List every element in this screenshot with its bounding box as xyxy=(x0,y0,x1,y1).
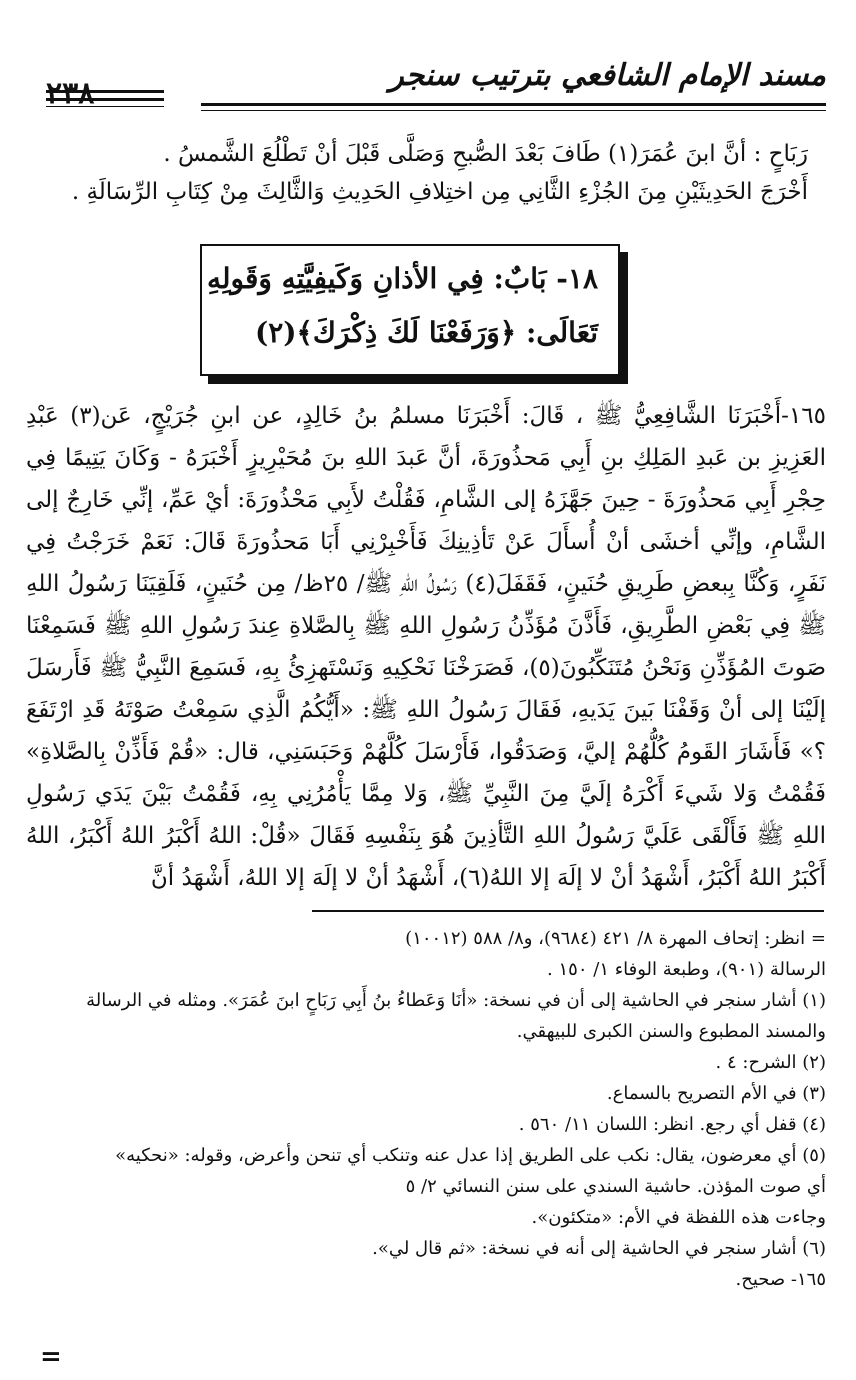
footnote-continuation: الرسالة (٩٠١)، وطبعة الوفاء ١/ ١٥٠ . xyxy=(547,959,826,980)
footnote-6: (٦) أشار سنجر في الحاشية إلى أنه في نسخة: «ثم قال لي». xyxy=(372,1238,826,1259)
footnote-5-cont: أي صوت المؤذن. حاشية السندي على سنن النسائي ٢/ ٥ xyxy=(405,1176,826,1197)
footnote-2: (٢) الشرح: ٤ . xyxy=(715,1052,826,1073)
continuation-mark: = xyxy=(40,1342,62,1372)
footnote-3: (٣) في الأم التصريح بالسماع. xyxy=(606,1083,826,1104)
footnote-separator xyxy=(312,910,824,912)
footnote-1-cont: والمسند المطبوع والسنن الكبرى للبيهقي. xyxy=(516,1021,826,1042)
chapter-heading-line: تَعَالَى: ﴿وَرَفَعْنَا لَكَ ذِكْرَكَ﴾(٢) xyxy=(254,316,598,349)
page-number-rule xyxy=(46,106,164,107)
footnote-4: (٤) قفل أي رجع. انظر: اللسان ١١/ ٥٦٠ . xyxy=(518,1114,826,1135)
page-number-rule xyxy=(46,90,164,93)
footnote-1: (١) أشار سنجر في الحاشية إلى أن في نسخة: «أنَا وَعَطاءُ بنُ أَبِي رَبَاحٍ ابنَ عُمَرَ». ومثله في الرسالة xyxy=(86,990,826,1011)
running-title: مسند الإمام الشافعي بترتيب سنجر xyxy=(389,58,826,93)
header-rule-thin xyxy=(201,110,826,111)
page-number: ٢٣٨ xyxy=(46,76,95,111)
page-number-rule xyxy=(46,98,164,101)
chapter-heading-line: ١٨- بَابٌ: فِي الأذانِ وَكَيفِيَّتِهِ وَقَولِهِ xyxy=(206,262,598,295)
chapter-heading-box xyxy=(200,244,620,376)
hadith-text: ١٦٥-أَخْبَرَنَا الشَّافِعِيُّ ﷺ ، قَالَ: أَخْبَرَنَا مسلمُ بنُ خَالِدٍ، عن ابنِ جُرَيْجٍ، عَن(٣) عَبْدِ العَزِيزِ بن عَبدِ المَلِكِ بنِ أَبِي مَحذُورَةَ، أنَّ عَبدَ اللهِ بنَ مُحَيْرِيزٍ أَخْبَرَهُ - وَكَانَ يَتِيمًا فِي حِجْرِ أَبِي مَحذُورَةَ - حِينَ جَهَّزَهُ إلى الشَّامِ، فَقُلْتُ لأَبِي مَحْذُورَةَ: أيْ عَمِّ، إنِّي خَارِجٌ إلى الشَّامِ، وإنِّي أخشَى أنْ أُسأَلَ عَنْ تَأذِينِكَ فَأَخْبِرْنِي أَبَا مَحذُورَةَ قَالَ: نَعَمْ خَرَجْتُ فِي نَفَرٍ، وَكُنَّا بِبعضِ طَرِيقِ حُنَينٍ، فَقَفَلَ(٤) رَسُولُ اللهِ ﷺ/ ٢٥ظ/ مِن حُنَينٍ، فَلَقِيَنَا رَسُولُ اللهِ ﷺ فِي بَعْضِ الطَّرِيقِ، فَأَذَّنَ مُؤَذِّنُ رَسُولِ اللهِ ﷺ بِالصَّلاةِ عِندَ رَسُولِ اللهِ ﷺ فَسَمِعْنَا صَوتَ المُؤَذِّنِ وَنَحْنُ مُتَنَكِّبُونَ(٥)، فَصَرَخْنَا نَحْكِيهِ وَنَسْتَهزِئُ بِهِ، فَسَمِعَ النَّبِيُّ ﷺ فَأَرسَلَ إلَيْنَا إلى أنْ وَقَفْنَا بَينَ يَدَيهِ، فَقَالَ رَسُولُ اللهِ ﷺ: «أَيُّكُمُ الَّذِي سَمِعْتُ صَوْتَهُ قَدِ ارْتَفَعَ ؟» فَأَشَارَ القَومُ كُلُّهُمْ إليَّ، وَصَدَقُوا، فَأَرْسَلَ كُلَّهُمْ وَحَبَسَنِي، قال: «قُمْ فَأَذِّنْ بِالصَّلاةِ» فَقُمْتُ وَلا شَيءَ أَكْرَهُ إلَيَّ مِنَ النَّبِيِّ ﷺ، وَلا مِمَّا يَأْمُرُنِي بِهِ، فَقُمْتُ بَيْنَ يَدَي رَسُولِ اللهِ ﷺ فَأَلْقَى عَلَيَّ رَسُولُ اللهِ التَّأذِينَ هُوَ بِنَفْسِهِ فَقَالَ «قُلْ: اللهُ أَكْبَرُ اللهُ أَكْبَرُ، اللهُ أَكْبَرُ اللهُ أَكْبَرُ، أَشْهَدُ أنْ لا إلَهَ إلا اللهُ(٦)، أَشْهَدُ أنْ لا إلَهَ إلا اللهُ، أَشْهَدُ أنَّ xyxy=(26,403,826,891)
footnote-5: (٥) أي معرضون، يقال: نكب على الطريق إذا عدل عنه وتنكب أي تنحن وأعرض، وقوله: «نحكيه» xyxy=(115,1145,826,1166)
intro-line: أَخْرَجَ الحَدِيثَيْنِ مِنَ الجُزْءِ الثَّانِي مِن اختِلافِ الحَدِيثِ وَالثَّالِثَ مِنْ كِتَابِ الرِّسَالَةِ . xyxy=(71,179,808,205)
footnote-5-cont: وجاءت هذه اللفظة في الأم: «متكئون». xyxy=(531,1207,826,1228)
footnote-continuation: = انظر: إتحاف المهرة ٨/ ٤٢١ (٩٦٨٤)، و٨/ ٥٨٨ (١٠٠١٢) xyxy=(405,928,826,949)
hadith-body xyxy=(26,395,826,899)
intro-line: رَبَاحٍ : أنَّ ابنَ عُمَرَ(١) طَافَ بَعْدَ الصُّبحِ وَصَلَّى قَبْلَ أنْ تَطْلُعَ الشَّمسُ . xyxy=(163,141,808,167)
header-rule xyxy=(201,103,826,106)
hadith-grading: ١٦٥- صحيح. xyxy=(735,1269,826,1290)
footnotes xyxy=(26,925,826,1297)
intro-paragraph xyxy=(38,135,808,211)
